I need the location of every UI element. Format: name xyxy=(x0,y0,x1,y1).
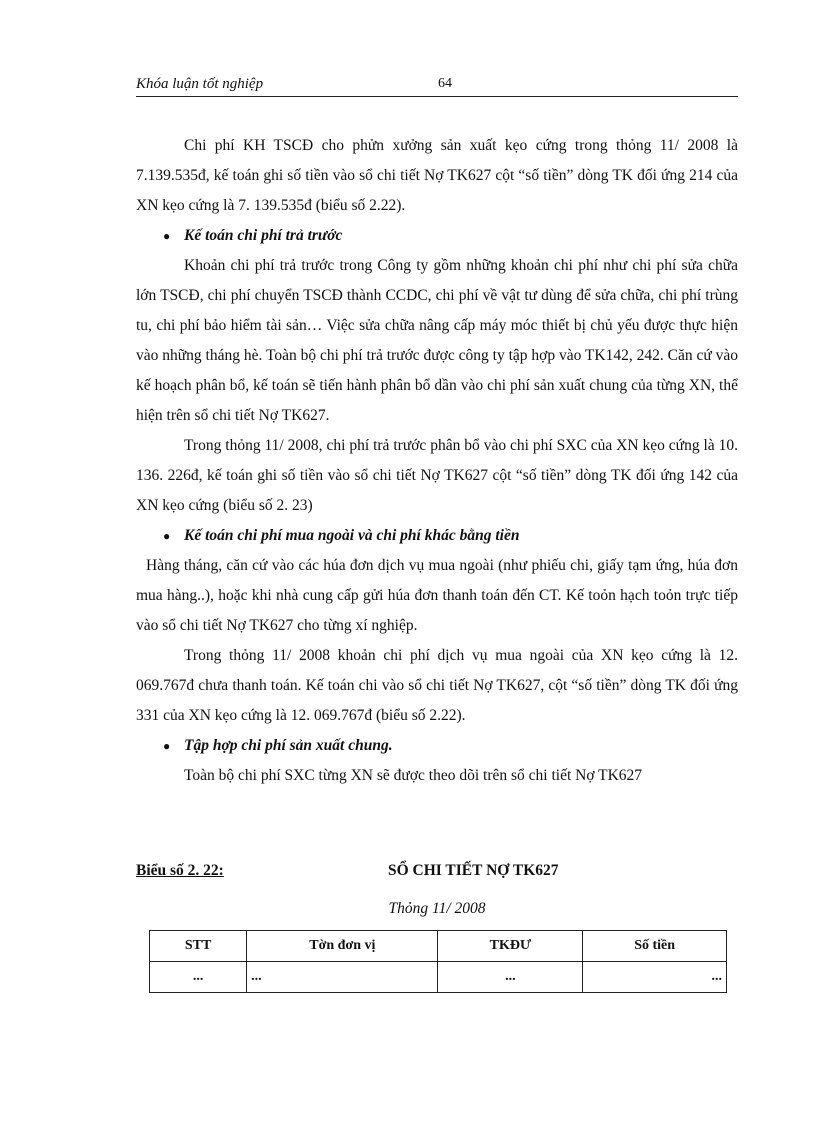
paragraph-purchased-november: Trong thỏng 11/ 2008 khoản chi phí dịch vụ mua ngoài của XN kẹo cứng là 12. 069.767đ chưa thanh toán. Kế toán chi vào sổ chi tiết Nợ TK627, cột “số tiền” dòng TK đối ứng 331 của XN kẹo cứng là 12. 069.767đ (biểu số 2.22). xyxy=(136,647,738,724)
table-header-row xyxy=(150,931,727,962)
ledger-table xyxy=(149,930,727,993)
section-heading-general-costs xyxy=(136,731,738,761)
page-number: 64 xyxy=(438,76,452,91)
cell-account: ... xyxy=(438,962,583,993)
bullet-dot-icon: ● xyxy=(163,739,171,753)
cell-amount: ... xyxy=(583,962,727,993)
ledger-label: Biểu số 2. 22: xyxy=(136,862,224,879)
bullet-dot-icon: ● xyxy=(163,529,171,543)
table-row xyxy=(150,962,727,993)
column-header-amount: Số tiền xyxy=(583,931,727,962)
section-heading-text: Tập hợp chi phí sản xuất chung. xyxy=(184,737,393,754)
paragraph-purchased-services: Hàng tháng, căn cứ vào các húa đơn dịch vụ mua ngoài (như phiếu chi, giấy tạm ứng, húa đơn mua hàng..), hoặc khi nhà cung cấp gửi húa đơn thanh toán đến CT. Kế toỏn hạch toỏn trực tiếp vào sổ chi tiết Nợ TK627 cho từng xí nghiệp. xyxy=(136,557,738,634)
section-heading-text: Kế toán chi phí mua ngoài và chi phí khác bằng tiền xyxy=(184,527,520,544)
section-heading-text: Kế toán chi phí trả trước xyxy=(184,227,343,244)
ledger-caption xyxy=(136,862,738,886)
column-header-account: TKĐƯ xyxy=(438,931,583,962)
paragraph-prepaid-november: Trong thỏng 11/ 2008, chi phí trả trước phân bổ vào chi phí SXC của XN kẹo cứng là 10. 136. 226đ, kế toán ghi số tiền vào sổ chi tiết Nợ TK627 cột “số tiền” dòng TK đối ứng 142 của XN kẹo cứng (biểu số 2. 23) xyxy=(136,437,738,514)
body-text xyxy=(136,131,738,791)
section-heading-purchased-services xyxy=(136,521,738,551)
column-header-unit-name: Tờn đơn vị xyxy=(247,931,438,962)
cell-unit-name: ... xyxy=(247,962,438,993)
cell-stt: ... xyxy=(150,962,247,993)
ledger-period: Thỏng 11/ 2008 xyxy=(388,900,486,917)
paragraph-general-costs: Toàn bộ chi phí SXC từng XN sẽ được theo dõi trên sổ chi tiết Nợ TK627 xyxy=(184,767,643,784)
ledger-title: SỔ CHI TIẾT NỢ TK627 xyxy=(388,862,559,879)
bullet-dot-icon: ● xyxy=(163,229,171,243)
section-heading-prepaid xyxy=(136,221,738,251)
column-header-stt: STT xyxy=(150,931,247,962)
header-title: Khóa luận tốt nghiệp xyxy=(136,76,264,92)
page-header xyxy=(136,76,738,97)
paragraph-prepaid-expenses: Khoản chi phí trả trước trong Công ty gồm những khoản chi phí như chi phí sửa chữa lớn TSCĐ, chi phí chuyển TSCĐ thành CCDC, chi phí về vật tư dùng để sửa chữa, chi phí trùng tu, chi phí bảo hiểm tài sản… Việc sửa chữa nâng cấp máy móc thiết bị chủ yếu được thực hiện vào những tháng hè. Toàn bộ chi phí trả trước được công ty tập hợp vào TK142, 242. Căn cứ vào kế hoạch phân bổ, kế toán sẽ tiến hành phân bổ dần vào chi phí sản xuất chung của từng XN, thể hiện trên sổ chi tiết Nợ TK627. xyxy=(136,257,738,424)
paragraph-depreciation: Chi phí KH TSCĐ cho phửn xưởng sản xuất kẹo cứng trong thỏng 11/ 2008 là 7.139.535đ, kế toán ghi số tiền vào sổ chi tiết Nợ TK627 cột “số tiền” dòng TK đối ứng 214 của XN kẹo cứng là 7. 139.535đ (biểu số 2.22). xyxy=(136,137,738,214)
